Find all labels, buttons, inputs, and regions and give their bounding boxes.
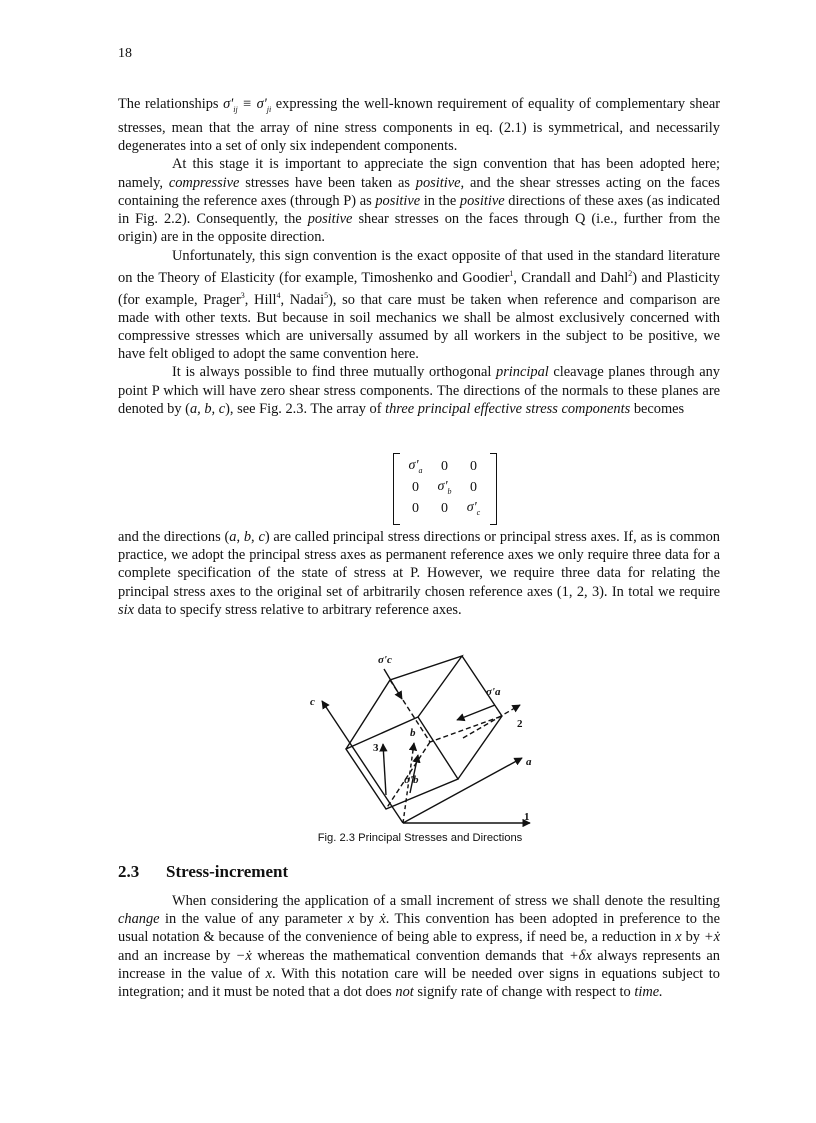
paragraph-relationships: The relationships $\sigma'_{ij} \equiv \sigma'_{ji}$ expressing the well-known requirement of equality of complementary shear stresses, mean that the array of nine stress components in eq. (2.1) is symmetrical, and necessarily degenerates into a set of only six independent components. xyxy=(118,96,720,155)
body-text-middle xyxy=(118,528,720,619)
matrix-cell: 0 xyxy=(470,479,477,495)
axis-3 xyxy=(383,744,386,795)
matrix-cell: 0 xyxy=(412,500,419,516)
label-2: 2 xyxy=(517,718,523,730)
body-text-lower xyxy=(118,892,720,1001)
paragraph-principal-planes: It is always possible to find three mutually orthogonal principal cleavage planes through any point P which will have zero shear stress components. The directions of the normals to these planes are denoted by (a, b, c), see Fig. 2.3. The array of three principal effective stress components becomes xyxy=(118,364,720,417)
label-sigma-c: σ'c xyxy=(378,654,392,666)
figure-caption: Fig. 2.3 Principal Stresses and Directions xyxy=(317,832,523,844)
matrix-row xyxy=(401,477,488,498)
matrix-cell: 0 xyxy=(470,458,477,474)
label-3: 3 xyxy=(373,742,379,754)
label-a: a xyxy=(526,756,532,768)
matrix-cell: 0 xyxy=(412,479,419,495)
arrow-sigma-a xyxy=(457,705,495,720)
matrix-row xyxy=(401,498,488,519)
principal-stress-diagram xyxy=(298,643,538,833)
paragraph-principal-directions: and the directions (a, b, c) are called principal stress directions or principal stress axes. If, as is common practice, we adopt the principal stress axes as permanent reference axes we only require three data for a complete specification of the state of stress at P. However, we require three data for relating the principal stress axes to the original set of arbitrarily chosen reference axes (1, 2, 3). In total we require six data to specify stress relative to arbitrary reference axes. xyxy=(118,529,720,618)
label-b: b xyxy=(410,727,416,739)
page-number: 18 xyxy=(118,46,132,61)
matrix-table xyxy=(401,456,488,519)
label-1: 1 xyxy=(524,811,530,823)
body-text-upper xyxy=(118,95,720,418)
axis-2 xyxy=(463,705,520,738)
paragraph-sign-convention: At this stage it is important to appreciate the sign convention that has been adopted here; namely, compressive stresses have been taken as positive, and the shear stresses acting on the faces containing the reference axes (through P) as positive in the positive directions of these axes (as indicated in Fig. 2.2). Consequently, the positive shear stresses on the faces through Q (i.e., further from the origin) are in the opposite direction. xyxy=(118,156,721,246)
matrix-cell: $\sigma'_c$ xyxy=(466,500,481,517)
section-number: 2.3 xyxy=(118,862,140,881)
axis-c xyxy=(322,701,403,823)
matrix-right-bracket xyxy=(490,453,497,525)
label-sigma-b: σ'b xyxy=(404,774,419,786)
paragraph-unfortunately: Unfortunately, this sign convention is the exact opposite of that used in the standard literature on the Theory of Elasticity (for example, Timoshenko and Goodier$^1$, Crandall and Dahl$^2$) and Plasticity (for example, Prager$^3$, Hill$^4$, Nadai$^5$), so that care must be taken when reference and comparison are made with other texts. But because in soil mechanics we shall be almost exclusively concerned with compressive stresses which are universally assumed by all workers in the subject to be positive, we have felt obliged to adopt the same convention here. xyxy=(118,247,720,363)
label-sigma-a: σ'a xyxy=(486,686,501,698)
section-heading xyxy=(118,862,288,882)
matrix-left-bracket xyxy=(393,453,400,525)
principal-stress-matrix xyxy=(393,453,497,525)
matrix-cell: $\sigma'_a$ xyxy=(408,458,423,475)
axis-a xyxy=(403,758,522,823)
matrix-row xyxy=(401,456,488,477)
matrix-cell: 0 xyxy=(441,500,448,516)
figure-principal-stresses xyxy=(298,643,538,833)
matrix-cell: $\sigma'_b$ xyxy=(437,479,452,496)
label-c: c xyxy=(310,696,315,708)
section-title: Stress-increment xyxy=(166,862,289,881)
matrix-cell: 0 xyxy=(441,458,448,474)
paragraph-stress-increment: When considering the application of a small increment of stress we shall denote the resulting change in the value of any parameter x by ẋ. This convention has been adopted in preference to the usual notation & because of the convenience of being able to express, if need be, a reduction in x by +ẋ and an increase by −ẋ whereas the mathematical convention demands that +δx always represents an increase in the value of x. With this notation care will be needed over signs in equations subject to integration; and it must be noted that a dot does not signify rate of change with respect to time. xyxy=(118,893,721,1001)
